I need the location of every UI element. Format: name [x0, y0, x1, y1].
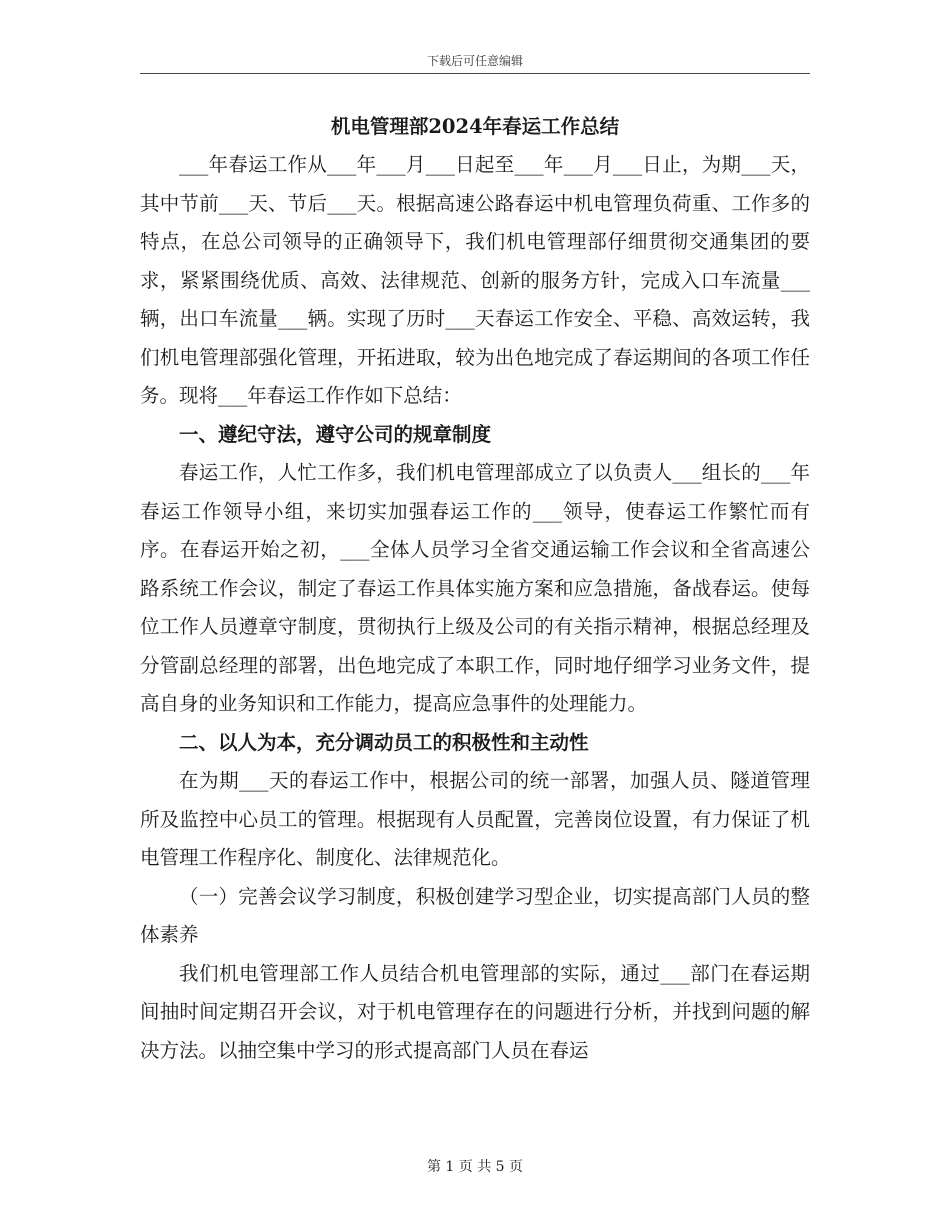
page-header-note: 下载后可任意编辑 [426, 54, 523, 68]
header-divider [140, 73, 810, 74]
section-2-paragraph: 在为期___天的春运工作中，根据公司的统一部署，加强人员、隧道管理所及监控中心员工的管理。根据现有人员配置，完善岗位设置，有力保证了机电管理工作程序化、制度化、法律规范化。 [140, 769, 810, 869]
section-1-paragraph: 春运工作，人忙工作多，我们机电管理部成立了以负责人___组长的___年春运工作领导小组，来切实加强春运工作的___领导，使春运工作繁忙而有序。在春运开始之初，___全体人员学习全省交通运输工作会议和全省高速公路系统工作会议，制定了春运工作具体实施方案和应急措施，备战春运。使每位工作人员遵章守制度，贯彻执行上级及公司的有关指示精神，根据总经理及分管副总经理的部署，出色地完成了本职工作，同时地仔细学习业务文件，提高自身的业务知识和工作能力，提高应急事件的处理能力。 [140, 461, 810, 715]
document-title: 机电管理部2024年春运工作总结 [330, 115, 620, 138]
subsection-1-paragraph: 我们机电管理部工作人员结合机电管理部的实际，通过___部门在春运期间抽时间定期召开会议，对于机电管理存在的问题进行分析，并找到问题的解决方法。以抽空集中学习的形式提高部门人员在春运 [140, 961, 810, 1062]
intro-paragraph: ___年春运工作从___年___月___日起至___年___月___日止，为期___天，其中节前___天、节后___天。根据高速公路春运中机电管理负荷重、工作多的特点，在总公司领导的正确领导下，我们机电管理部仔细贯彻交通集团的要求，紧紧围绕优质、高效、法律规范、创新的服务方针，完成入口车流量___辆，出口车流量___辆。实现了历时___天春运工作安全、平稳、高效运转，我们机电管理部强化管理，开拓进取，较为出色地完成了春运期间的各项工作任务。现将___年春运工作作如下总结： [140, 153, 810, 407]
document-body [140, 108, 810, 1070]
section-1-heading: 一、遵纪守法，遵守公司的规章制度 [179, 422, 492, 446]
page-number: 第 1 页 共 5 页 [426, 1159, 524, 1175]
section-2-heading: 二、以人为本，充分调动员工的积极性和主动性 [179, 730, 589, 754]
subsection-1-heading: （一）完善会议学习制度，积极创建学习型企业，切实提高部门人员的整体素养 [140, 884, 810, 946]
